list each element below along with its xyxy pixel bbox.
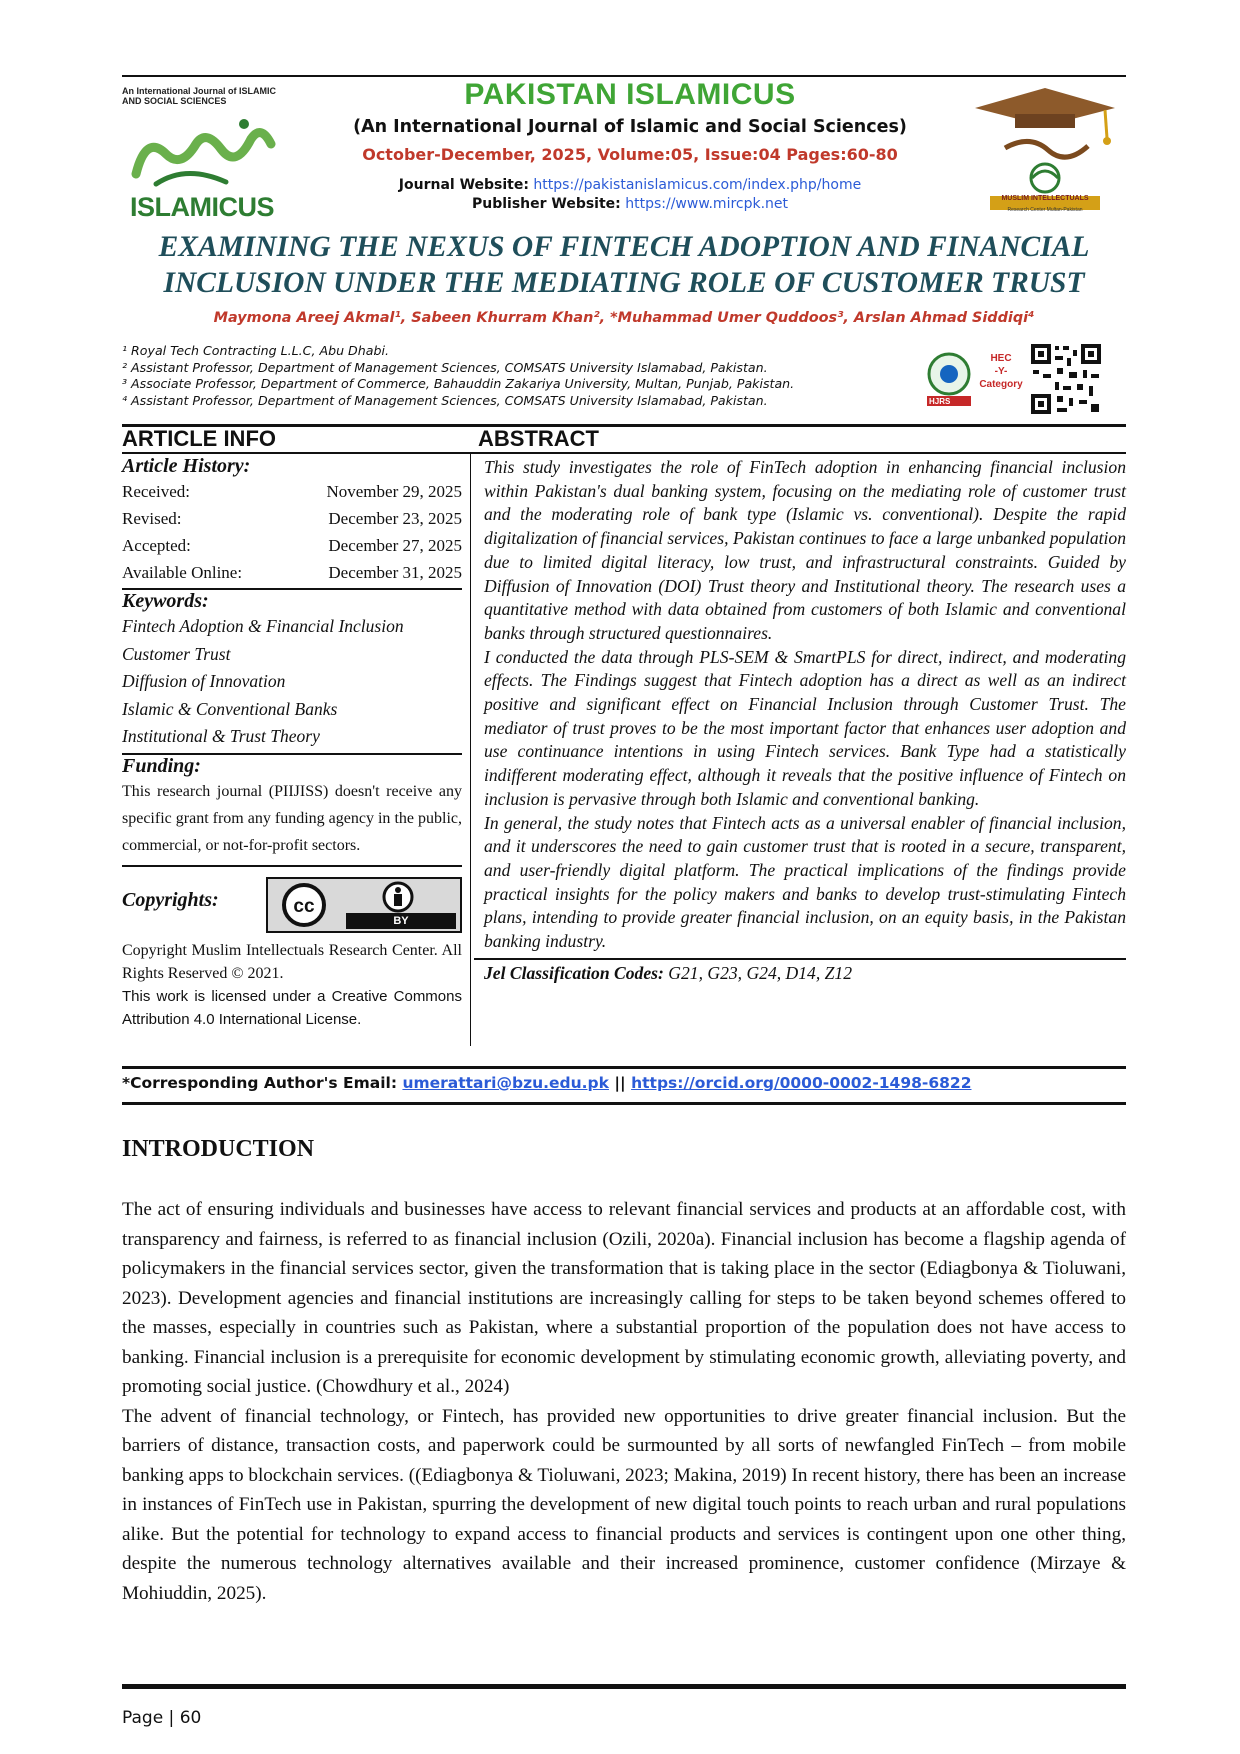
author-email-link[interactable]: umerattari@bzu.edu.pk bbox=[402, 1074, 609, 1092]
keyword: Customer Trust bbox=[122, 643, 231, 664]
history-date: November 29, 2025 bbox=[326, 482, 462, 501]
qr-code-icon bbox=[1029, 342, 1103, 416]
keyword: Islamic & Conventional Banks bbox=[122, 698, 338, 719]
paper-title-line-1: EXAMINING THE NEXUS OF FINTECH ADOPTION AND FINANCIAL bbox=[158, 231, 1090, 263]
intro-paragraph-1: The act of ensuring individuals and businesses have access to relevant financial services and products at an affordable cost, with transparency and fairness, is referred to as financial inclusion (Ozili, 2020a). Financial inclusion has become a flagship agenda of policymakers in the financial services sector, given the transformation that is taking place in the sector (Ediagbonya & Tioluwani, 2023). Development agencies and financial institutions are increasingly calling for steps to be taken beyond schemes offered to the masses, especially in countries such as Pakistan, where a substantial proportion of the population does not have access to banking. Financial inclusion is a prerequisite for economic development by stimulating economic growth, alleviating poverty, and promoting social justice. (Chowdhury et al., 2024) bbox=[122, 1199, 1126, 1397]
calligraphy-logo-icon bbox=[126, 114, 276, 192]
history-date: December 31, 2025 bbox=[328, 563, 462, 582]
cc-by-label: BY bbox=[393, 914, 409, 927]
logo-small-text: An International Journal of ISLAMIC AND SOCIAL SCIENCES bbox=[122, 86, 277, 106]
abstract-paragraph-1: This study investigates the role of FinTech adoption in enhancing financial inclusion within Pakistan's dual banking system, focusing on the mediating role of customer trust and the moderating role of bank type (Islamic vs. conventional). Despite the rapid digitalization of financial services, Pakistan continues to face a large unbanked population due to limited digital literacy, low trust, and infrastructural constraints. Guided by Diffusion of Innovation (DOI) Trust theory and Institutional theory. The research uses a quantitative method with data obtained from customers of both Islamic and conventional banks through structured questionnaires. bbox=[484, 457, 1126, 643]
history-date: December 23, 2025 bbox=[328, 509, 462, 528]
journal-subtitle: (An International Journal of Islamic and Social Sciences) bbox=[353, 117, 907, 137]
hec-category-badge bbox=[977, 352, 1025, 391]
copyrights-row bbox=[122, 867, 462, 939]
introduction-body bbox=[122, 1195, 1126, 1608]
article-info-heading: ARTICLE INFO bbox=[122, 426, 276, 451]
jel-rule bbox=[474, 958, 1126, 960]
separator: || bbox=[614, 1074, 626, 1092]
affiliation-4: ⁴ Assistant Professor, Department of Management Sciences, COMSATS University Islamabad, Pakistan. bbox=[122, 392, 768, 408]
column-divider bbox=[470, 452, 471, 1046]
cc-license-badge[interactable] bbox=[266, 877, 462, 933]
issue-line: October-December, 2025, Volume:05, Issue:04 Pages:60-80 bbox=[362, 145, 898, 164]
website-block bbox=[300, 176, 960, 214]
authors: Maymona Areej Akmal¹, Sabeen Khurram Khan², *Muhammad Umer Quddoos³, Arslan Ahmad Siddiqi⁴ bbox=[213, 310, 1035, 326]
hec-y-label: -Y- bbox=[994, 366, 1008, 377]
funding-heading: Funding: bbox=[122, 754, 201, 777]
paper-title-line-2: INCLUSION UNDER THE MEDIATING ROLE OF CUSTOMER TRUST bbox=[163, 267, 1085, 299]
publisher-logo-text: MUSLIM INTELLECTUALS bbox=[1001, 195, 1089, 202]
article-info bbox=[122, 455, 462, 1031]
info-heading-rule bbox=[122, 452, 1126, 454]
abstract-paragraph-2: I conducted the data through PLS-SEM & SmartPLS for direct, indirect, and moderating effects. The Findings suggest that Fintech adoption has a direct as well as an indirect positive and significant effect on Financial Inclusion through Customer Trust. The mediator of trust proves to be the most important factor that enhances user adoption and use continuance intentions in using Fintech services. Bank Type had a statistically indifferent moderating effect, although it reveals that the positive influence of Fintech on inclusion is pervasive through both Islamic and conventional banking. bbox=[484, 646, 1126, 809]
paper-title bbox=[122, 229, 1126, 301]
keyword: Institutional & Trust Theory bbox=[122, 726, 320, 746]
svg-text:cc: cc bbox=[293, 895, 315, 917]
history-label: Received: bbox=[122, 482, 190, 501]
introduction-heading: INTRODUCTION bbox=[122, 1136, 315, 1162]
publisher-logo-subtext: Research Center Multan-Pakistan bbox=[1007, 207, 1083, 213]
header-top-rule bbox=[122, 75, 1126, 77]
license-text: This work is licensed under a Creative Commons Attribution 4.0 International License. bbox=[122, 987, 462, 1028]
abstract-heading: ABSTRACT bbox=[478, 426, 599, 451]
footer-rule bbox=[122, 1684, 1126, 1689]
recognition-badges bbox=[925, 342, 1125, 420]
hjrs-label: HJRS bbox=[929, 397, 951, 406]
abstract-body bbox=[484, 456, 1126, 985]
corresponding-bottom-rule bbox=[122, 1102, 1126, 1105]
corresponding-top-rule bbox=[122, 1066, 1126, 1069]
corresponding-author bbox=[122, 1074, 1126, 1092]
logo-word: ISLAMICUS bbox=[130, 192, 274, 222]
history-label: Available Online: bbox=[122, 563, 243, 582]
affiliations bbox=[122, 343, 922, 409]
history-row bbox=[122, 478, 462, 505]
publisher-link[interactable]: https://www.mircpk.net bbox=[625, 196, 789, 212]
publisher-logo bbox=[970, 86, 1120, 216]
funding-text: This research journal (PIIJISS) doesn't receive any specific grant from any funding agency in the public, commercial, or not-for-profit sectors. bbox=[122, 782, 462, 854]
journal-name: PAKISTAN ISLAMICUS bbox=[464, 78, 796, 111]
jel-label: Jel Classification Codes: bbox=[484, 962, 664, 983]
affiliation-2: ² Assistant Professor, Department of Management Sciences, COMSATS University Islamabad, Pakistan. bbox=[122, 359, 768, 375]
intro-paragraph-2: The advent of financial technology, or Fintech, has provided new opportunities to drive greater financial inclusion. But the barriers of distance, transaction costs, and paperwork could be surmounted by all sorts of newfangled FinTech – from mobile banking apps to blockchain services. ((Ediagbonya & Tioluwani, 2023; Makina, 2019) In recent history, there has been an increase in instances of FinTech use in Pakistan, spurring the development of new digital touch points to reach urban and rural populations alike. But the potential for technology to expand access to financial products and services is contingent upon one other thing, despite the numerous technology alternatives available and their increased prominence, customer confidence (Mirzaye & Mohiuddin, 2025). bbox=[122, 1405, 1126, 1604]
orcid-link[interactable]: https://orcid.org/0000-0002-1498-6822 bbox=[631, 1074, 972, 1092]
history-date: December 27, 2025 bbox=[328, 536, 462, 555]
affiliation-3: ³ Associate Professor, Department of Commerce, Bahauddin Zakariya University, Multan, Punjab, Pakistan. bbox=[122, 376, 795, 391]
history-row bbox=[122, 559, 462, 586]
jel-line bbox=[484, 962, 1126, 986]
publisher-label: Publisher Website: bbox=[471, 196, 621, 212]
history-row bbox=[122, 505, 462, 532]
keywords-heading: Keywords: bbox=[122, 590, 209, 612]
jel-codes: G21, G23, G24, D14, Z12 bbox=[668, 962, 853, 983]
affiliation-1: ¹ Royal Tech Contracting L.L.C, Abu Dhabi. bbox=[122, 343, 389, 358]
keyword: Fintech Adoption & Financial Inclusion bbox=[122, 616, 404, 636]
page-number: Page | 60 bbox=[122, 1708, 202, 1728]
keyword: Diffusion of Innovation bbox=[122, 671, 286, 691]
corresponding-label: *Corresponding Author's Email: bbox=[122, 1074, 398, 1092]
history-label: Accepted: bbox=[122, 536, 191, 555]
history-label: Revised: bbox=[122, 509, 182, 528]
copyrights-heading: Copyrights: bbox=[122, 888, 219, 911]
abstract-paragraph-3: In general, the study notes that Fintech acts as a universal enabler of financial inclusion, and it underscores the need to gain customer trust that is rooted in a secure, transparent, and user-friendly digital platform. The practical implications of the findings provide practical insights for the policy makers and banks to develop trust-stimulating Fintech plans, intending to provide greater financial inclusion, on an equity basis, in the Pakistan banking industry. bbox=[484, 812, 1126, 952]
website-label: Journal Website: bbox=[398, 177, 529, 193]
copyright-text: Copyright Muslim Intellectuals Research Center. All Rights Reserved © 2021. bbox=[122, 941, 462, 982]
website-link[interactable]: https://pakistanislamicus.com/index.php/home bbox=[533, 177, 862, 193]
history-heading: Article History: bbox=[122, 455, 251, 477]
hec-label: HEC bbox=[990, 353, 1012, 364]
journal-logo bbox=[122, 86, 290, 222]
history-row bbox=[122, 532, 462, 559]
hec-category-label: Category bbox=[979, 379, 1023, 390]
